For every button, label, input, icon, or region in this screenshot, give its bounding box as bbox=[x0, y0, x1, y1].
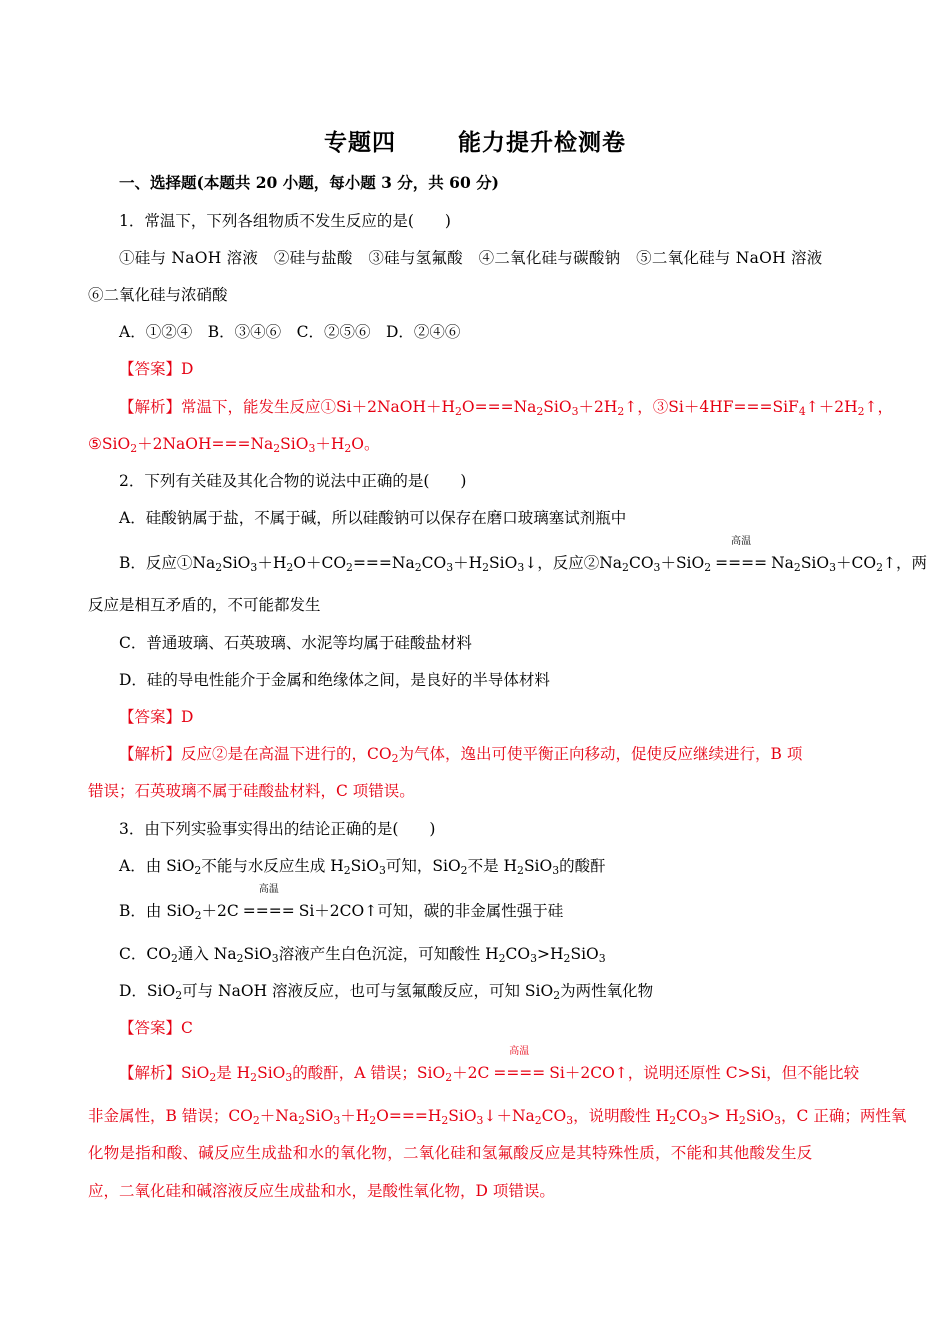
q3-option-b: B．由 SiO$_2$＋2C 高温 ==== Si＋2CO↑可知，碳的非金属性强于硅 bbox=[119, 884, 564, 923]
q3-analysis-line3: 化物是指和酸、碱反应生成盐和水的氧化物，二氧化硅和氢氟酸反应是其特殊性质，不能和其他酸发生反 bbox=[88, 1144, 813, 1162]
q3-stem: 3．由下列实验事实得出的结论正确的是( ) bbox=[119, 820, 436, 838]
q2-option-d: D．硅的导电性能介于金属和绝缘体之间，是良好的半导体材料 bbox=[119, 671, 550, 689]
q1-stem: 1．常温下，下列各组物质不发生反应的是( ) bbox=[119, 212, 451, 230]
analysis-label: 【解析】 bbox=[119, 745, 182, 763]
q3-analysis-line4: 应，二氧化硅和碱溶液反应生成盐和水，是酸性氧化物，D 项错误。 bbox=[88, 1182, 555, 1200]
q1-options: A．①②④ B．③④⑥ C．②⑤⑥ D．②④⑥ bbox=[119, 323, 461, 341]
q2-stem: 2．下列有关硅及其化合物的说法中正确的是( ) bbox=[119, 472, 467, 490]
q2-analysis-line1: 【解析】反应②是在高温下进行的，$CO_2$为气体，逸出可使平衡正向移动，促使反应继续进行，B 项 bbox=[119, 745, 803, 766]
q2-option-b-line2: 反应是相互矛盾的，不可能都发生 bbox=[88, 596, 321, 614]
section-heading: 一、选择题(本题共 20 小题，每小题 3 分，共 60 分) bbox=[119, 173, 499, 192]
title-part1: 专题四 bbox=[324, 129, 396, 156]
answer-value: C bbox=[181, 1019, 193, 1037]
analysis-label: 【解析】 bbox=[119, 398, 182, 416]
q3-option-c: C．$CO_2$通入 $Na_2SiO_3$溶液产生白色沉淀，可知酸性 $H_2CO_3>H_2SiO_3$ bbox=[119, 945, 606, 966]
high-temp-condition: 高温 ==== bbox=[715, 536, 768, 572]
q3-option-d: D．SiO$_2$可与 NaOH 溶液反应，也可与氢氟酸反应，可知 SiO$_2$为两性氧化物 bbox=[119, 982, 654, 1003]
q3-analysis-line1: 【解析】SiO$_2$是 $H_2SiO_3$的酸酐，A 错误；SiO$_2$＋2C 高温 ==== Si＋2CO↑，说明还原性 C>Si，但不能比较 bbox=[119, 1046, 860, 1085]
q3-answer bbox=[119, 1017, 866, 1039]
q1-analysis-line2: $⑤SiO_2+2NaOH===Na_2SiO_3+H_2O$。 bbox=[88, 435, 380, 456]
q1-items-line1: ①硅与 NaOH 溶液 ②硅与盐酸 ③硅与氢氟酸 ④二氧化硅与碳酸钠 ⑤二氧化硅与 NaOH 溶液 bbox=[119, 249, 823, 267]
answer-label: 【答案】 bbox=[119, 708, 182, 726]
q2-answer bbox=[119, 706, 866, 728]
q1-analysis-line1: 【解析】常温下，能发生反应$①Si+2NaOH+H_2O===Na_2SiO_3+2H_2↑$，$③Si+4HF===SiF_4↑+2H_2↑$， bbox=[119, 398, 894, 419]
answer-value: D bbox=[181, 360, 194, 378]
q3-analysis-line2: 非金属性，B 错误；$CO_2+Na_2SiO_3+H_2O===H_2SiO_3↓+Na_2CO_3$，说明酸性 $H_2CO_3> H_2SiO_3$，C 正确；两性氧 bbox=[88, 1107, 907, 1128]
page-title bbox=[0, 124, 950, 157]
q2-option-c: C．普通玻璃、石英玻璃、水泥等均属于硅酸盐材料 bbox=[119, 634, 472, 652]
q2-analysis-line2: 错误；石英玻璃不属于硅酸盐材料，C 项错误。 bbox=[88, 782, 415, 800]
answer-value: D bbox=[181, 708, 194, 726]
answer-label: 【答案】 bbox=[119, 1019, 182, 1037]
q2-option-b-line1: B．反应$①Na_2SiO_3+H_2O+CO_2===Na_2CO_3+H_2SiO_3↓$，反应$②Na_2CO_3+SiO_2$ 高温 ==== $Na_2SiO_3+CO_2↑$，两 bbox=[119, 536, 928, 575]
q1-items-line2: ⑥二氧化硅与浓硝酸 bbox=[88, 286, 228, 304]
q3-option-a: A．由 SiO$_2$不能与水反应生成 $H_2SiO_3$可知，SiO$_2$不是 $H_2SiO_3$的酸酐 bbox=[119, 857, 606, 878]
high-temp-condition: 高温 ==== bbox=[242, 884, 295, 920]
analysis-label: 【解析】 bbox=[119, 1064, 182, 1082]
q2-option-a: A．硅酸钠属于盐，不属于碱，所以硅酸钠可以保存在磨口玻璃塞试剂瓶中 bbox=[119, 509, 627, 527]
q1-answer bbox=[119, 358, 866, 380]
high-temp-condition: 高温 ==== bbox=[493, 1046, 546, 1082]
answer-label: 【答案】 bbox=[119, 360, 182, 378]
title-part2: 能力提升检测卷 bbox=[458, 129, 626, 156]
